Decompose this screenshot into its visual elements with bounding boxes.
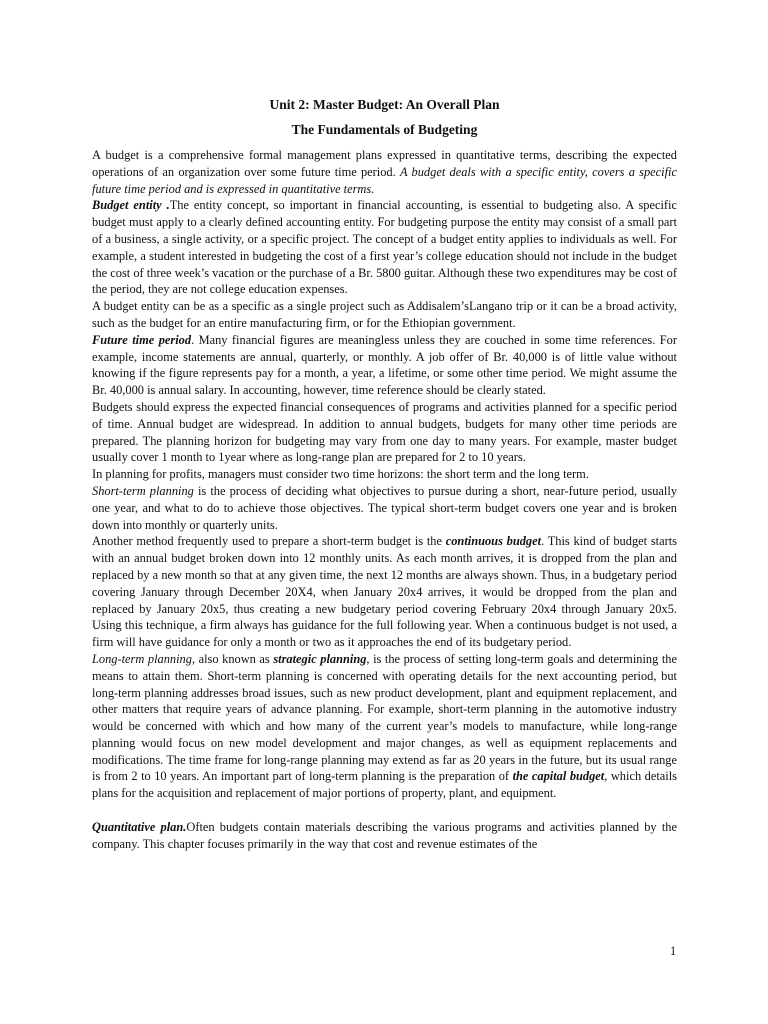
- text-run: is the process of deciding what objectives to pursue during a short, near-future period, usually one year, and what to do to achieve those objectives. The typical short-term budget covers one year and is broken down into monthly or quarterly units.: [92, 483, 678, 532]
- term-long-term-planning: Long-term planning: [92, 651, 192, 666]
- section-title: The Fundamentals of Budgeting: [291, 122, 478, 137]
- term-quantitative-plan: Quantitative plan.: [92, 820, 187, 835]
- text-run: , also known as: [191, 651, 274, 666]
- text-run: , which details plans for the acquisition and replacement of major portions of property, plant, and equipment.: [92, 769, 677, 801]
- text-run: Often budgets contain materials describing the various programs and activities planned by the company. This chapter focuses primarily in the way that cost and revenue estimates of the: [92, 820, 677, 851]
- document-page: [92, 96, 677, 853]
- paragraph-quantitative-plan: [92, 819, 677, 853]
- emphasis-text: A budget deals with a specific entity, covers a specific future time period and is expressed in quantitative terms.: [92, 164, 677, 196]
- page-number: 1: [670, 944, 677, 958]
- text-run: , is the process of setting long-term goals and determining the means to attain them. Short-term planning is concerned with operating details for the next accounting period, but long-term planning addresses broad issues, such as new product development, plant and equipment replacement, and other matters that require years of advance planning. For example, short-term planning in the automotive industry would be concerned with which and how many of the current year’s models to manufacture, while long-range planning would focus on new model development and major changes, as well as equipment replacements and modifications. The time frame for long-range planning may extend as far as 20 years in the future, but its usual range is from 2 to 10 years. An important part of long-term planning is the preparation of: [92, 651, 677, 784]
- text-run: The entity concept, so important in financial accounting, is essential to budgeting also. A specific budget must apply to a clearly defined accounting entity. For budgeting purpose the entity may consist of a small part of a business, a single activity, or a specific project. The concept of a budget entity applies to individuals as well. For example, a student interested in budgeting the cost of a first year’s college education should not include in the budget the cost of three week’s vacation or the purchase of a Br. 5800 guitar. Although these two expenditures may be cost of the period, they are not college education expenses.: [92, 198, 677, 297]
- paragraph-future-time-period: [92, 332, 677, 399]
- text-run: . This kind of budget starts with an annual budget broken down into 12 monthly units. As each month arrives, it is dropped from the plan and replaced by a new month so that at any given time, the next 12 months are always shown. Thus, in a budgetary period covering January through December 20X4, when January 20x4 arrives, it would be dropped from the plan and replaced by January 20x5, thus creating a new budgetary period covering February 20x4 through January 20x5. Using this technique, a firm always has guidance for the full following year. When a continuous budget is not used, a firm will have guidance for only a month or two as it approaches the end of its budgetary period.: [92, 534, 677, 650]
- term-strategic-planning: strategic planning: [273, 651, 367, 666]
- term-short-term-planning: Short-term planning: [92, 483, 194, 498]
- paragraph-budget-definition: [92, 147, 677, 197]
- term-future-time-period: Future time period: [92, 332, 192, 347]
- term-budget-entity: Budget entity .: [92, 198, 170, 213]
- term-capital-budget: the capital budget: [512, 769, 605, 784]
- paragraph-time-horizons: In planning for profits, managers must consider two time horizons: the short term and the long term.: [92, 467, 589, 482]
- paragraph-entity-examples: A budget entity can be as a specific as a single project such as Addisalem’sLangano trip or it can be a broad activity, such as the budget for an entire manufacturing firm, or for the Ethiopian government.: [92, 299, 677, 330]
- paragraph-budget-entity: [92, 197, 677, 298]
- term-continuous-budget: continuous budget: [445, 534, 542, 549]
- paragraph-continuous-budget: [92, 533, 677, 651]
- paragraph-short-term-planning: [92, 483, 677, 533]
- text-run: Another method frequently used to prepare a short-term budget is the: [92, 534, 446, 549]
- text-run: A budget is a comprehensive formal management plans expressed in quantitative terms, describing the expected operations of an organization over some future time period.: [92, 148, 677, 179]
- unit-title: Unit 2: Master Budget: An Overall Plan: [269, 97, 500, 112]
- paragraph-long-term-planning: [92, 651, 677, 802]
- paragraph-budget-periods: Budgets should express the expected financial consequences of programs and activities planned for a specific period of time. Annual budget are widespread. In addition to annual budgets, budgets for many other time periods are prepared. The planning horizon for budgeting may vary from one day to many years. For example, master budget usually cover 1 month to 1year where as long-range plan are prepared for 2 to 10 years.: [92, 399, 677, 465]
- text-run: . Many financial figures are meaningless unless they are couched in some time references. For example, income statements are annual, quarterly, or monthly. A job offer of Br. 40,000 is of little value without knowing if the figure represents pay for a month, a year, a lifetime, or some other time period. We might assume the Br. 40,000 is annual salary. In accounting, however, time reference should be clearly stated.: [92, 332, 677, 398]
